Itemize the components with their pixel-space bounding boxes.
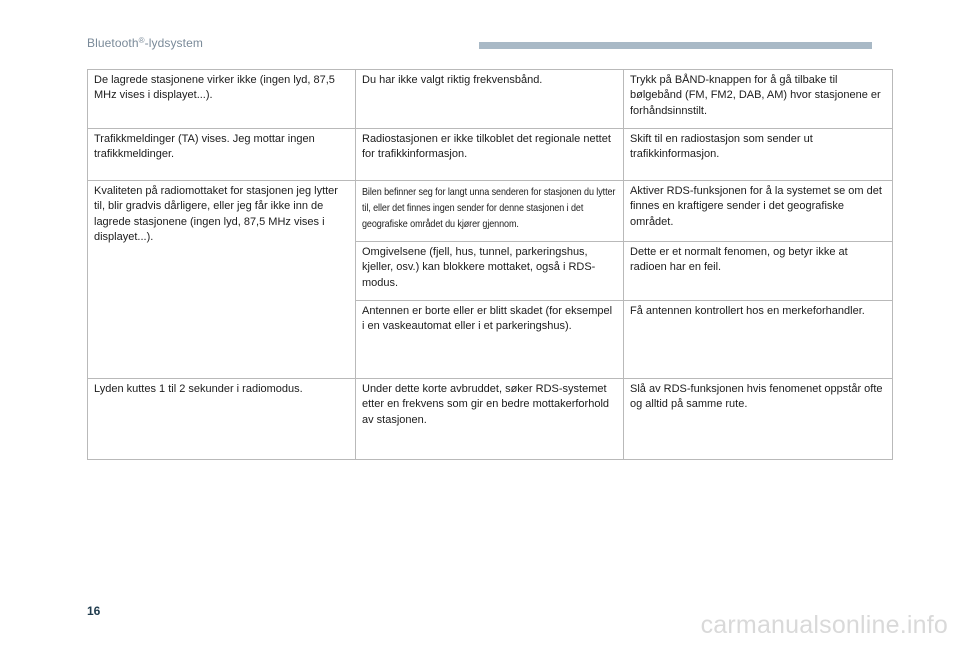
cause-cell: Radiostasjonen er ikke tilkoblet det regionale nettet for trafikkinformasjon.: [356, 129, 624, 181]
table-row: [88, 379, 893, 460]
solution-cell: Dette er et normalt fenomen, og betyr ikke at radioen har en feil.: [624, 242, 893, 301]
cause-cell: Antennen er borte eller er blitt skadet (for eksempel i en vaskeautomat eller i et parkeringshus).: [356, 301, 624, 379]
page-number: 16: [87, 604, 101, 618]
cause-cell: Du har ikke valgt riktig frekvensbånd.: [356, 70, 624, 129]
registered-mark: ®: [138, 36, 145, 45]
cause-cell: [356, 181, 624, 242]
cause-text-condensed: Bilen befinner seg for langt unna senderen for stasjonen du lytter til, eller det finnes ingen sender for denne stasjonen i det geografiske området du kjører gjennom.: [362, 186, 616, 230]
table-row: [88, 129, 893, 181]
question-cell: Lyden kuttes 1 til 2 sekunder i radiomodus.: [88, 379, 356, 460]
section-title-suffix: -lydsystem: [144, 36, 203, 50]
cause-cell: Under dette korte avbruddet, søker RDS-systemet etter en frekvens som gir en bedre mottakerforhold av stasjonen.: [356, 379, 624, 460]
question-cell: Kvaliteten på radiomottaket for stasjonen jeg lytter til, blir gradvis dårligere, eller jeg får ikke inn de lagrede stasjonene (ingen lyd, 87,5 MHz vises i displayet...).: [88, 181, 356, 379]
solution-cell: Skift til en radiostasjon som sender ut trafikkinformasjon.: [624, 129, 893, 181]
solution-cell: Trykk på BÅND-knappen for å gå tilbake til bølgebånd (FM, FM2, DAB, AM) hvor stasjonene er forhåndsinnstilt.: [624, 70, 893, 129]
watermark: carmanualsonline.info: [700, 611, 948, 639]
cause-cell: Omgivelsene (fjell, hus, tunnel, parkeringshus, kjeller, osv.) kan blokkere mottaket, også i RDS-modus.: [356, 242, 624, 301]
solution-cell: Få antennen kontrollert hos en merkeforhandler.: [624, 301, 893, 379]
question-cell: Trafikkmeldinger (TA) vises. Jeg mottar ingen trafikkmeldinger.: [88, 129, 356, 181]
solution-cell: Aktiver RDS-funksjonen for å la systemet se om det finnes en kraftigere sender i det geografiske området.: [624, 181, 893, 242]
solution-cell: Slå av RDS-funksjonen hvis fenomenet oppstår ofte og alltid på samme rute.: [624, 379, 893, 460]
table-row: [88, 181, 893, 242]
section-title: [87, 36, 203, 50]
question-cell: De lagrede stasjonene virker ikke (ingen lyd, 87,5 MHz vises i displayet...).: [88, 70, 356, 129]
header-bar: [479, 42, 872, 49]
section-title-text: Bluetooth: [87, 36, 139, 50]
troubleshooting-table: [87, 69, 893, 460]
table-row: [88, 70, 893, 129]
